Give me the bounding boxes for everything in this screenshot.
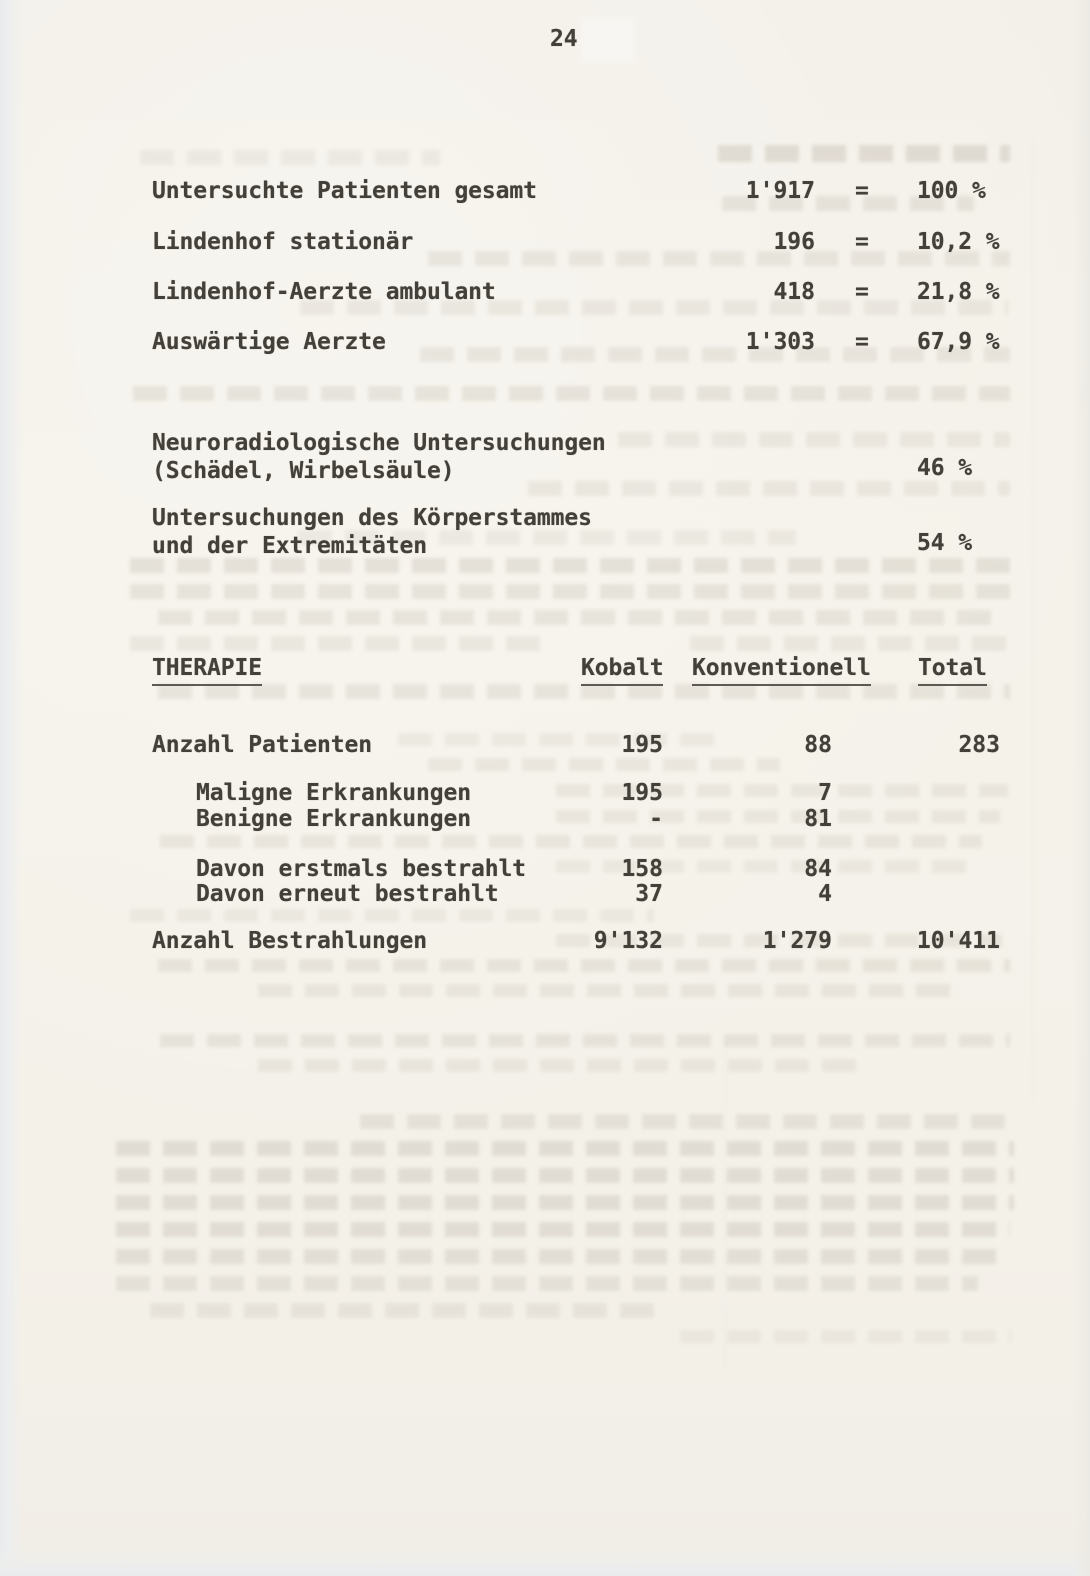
equals-sign: = xyxy=(855,279,869,305)
paper-crease xyxy=(724,1040,726,1370)
therapy-kobalt-value: - xyxy=(649,806,663,832)
scanner-edge-bottom xyxy=(0,1550,1090,1576)
summary-label: Lindenhof stationär xyxy=(152,229,414,255)
equals-sign: = xyxy=(855,178,869,204)
bleed-through-line xyxy=(428,758,780,771)
summary-label: Lindenhof-Aerzte ambulant xyxy=(152,279,496,305)
therapy-title: THERAPIE xyxy=(152,655,262,681)
bleed-through-line xyxy=(130,636,550,651)
bleed-through-line xyxy=(130,558,1010,573)
therapy-row-label: Anzahl Bestrahlungen xyxy=(152,928,427,954)
summary-percent: 67,9 % xyxy=(917,329,1000,355)
therapy-row-label: Benigne Erkrankungen xyxy=(196,806,471,832)
summary-label: Untersuchte Patienten gesamt xyxy=(152,178,537,204)
paper-crease xyxy=(1032,140,1034,1100)
bleed-through-line xyxy=(158,684,1010,699)
therapy-kobalt-value: 195 xyxy=(621,780,663,806)
therapy-kobalt-value: 9'132 xyxy=(593,928,663,954)
column-header-total: Total xyxy=(918,655,987,681)
bleed-through-line xyxy=(130,909,654,922)
scanner-edge-left xyxy=(0,0,22,1576)
bleed-through-line xyxy=(116,1276,978,1291)
summary-value: 1'917 xyxy=(745,178,815,204)
bleed-through-line xyxy=(528,481,1010,496)
bleed-through-line xyxy=(133,386,1010,401)
exam-percent: 46 % xyxy=(917,455,972,481)
summary-value: 196 xyxy=(773,229,815,255)
bleed-through-line xyxy=(158,610,1003,625)
therapy-konventionell-value: 81 xyxy=(804,806,832,832)
bleed-through-line xyxy=(360,1114,1010,1129)
summary-percent: 21,8 % xyxy=(917,279,1000,305)
bleed-through-line xyxy=(130,584,1010,599)
bleed-through-line xyxy=(258,1059,864,1072)
bleed-through-line xyxy=(618,432,1010,447)
therapy-row-label: Davon erstmals bestrahlt xyxy=(196,856,526,882)
bleed-through-line xyxy=(140,150,440,165)
bleed-through-line xyxy=(150,1303,654,1318)
therapy-kobalt-value: 158 xyxy=(621,856,663,882)
bleed-through-line xyxy=(258,984,960,997)
exam-label-line1: Neuroradiologische Untersuchungen xyxy=(152,430,606,456)
correction-patch xyxy=(582,18,634,62)
exam-label-line1: Untersuchungen des Körperstammes xyxy=(152,505,592,531)
therapy-kobalt-value: 195 xyxy=(621,732,663,758)
equals-sign: = xyxy=(855,229,869,255)
therapy-total-value: 10'411 xyxy=(916,928,1000,954)
exam-percent: 54 % xyxy=(917,530,972,556)
bleed-through-line xyxy=(718,145,1010,162)
therapy-konventionell-value: 7 xyxy=(818,780,832,806)
therapy-konventionell-value: 4 xyxy=(818,881,832,907)
therapy-konventionell-value: 88 xyxy=(804,732,832,758)
exam-label-line2: und der Extremitäten xyxy=(152,533,427,559)
bleed-through-line xyxy=(116,1195,1014,1210)
bleed-through-line xyxy=(116,1168,1014,1183)
bleed-through-line xyxy=(158,959,1010,972)
summary-value: 1'303 xyxy=(745,329,815,355)
bleed-through-line xyxy=(116,1249,1004,1264)
column-header-konventionell: Konventionell xyxy=(692,655,871,681)
equals-sign: = xyxy=(855,329,869,355)
therapy-konventionell-value: 84 xyxy=(804,856,832,882)
summary-percent: 10,2 % xyxy=(917,229,1000,255)
bleed-through-line xyxy=(116,1141,1014,1156)
summary-percent: 100 % xyxy=(917,178,986,204)
page-number: 24 xyxy=(550,26,578,52)
therapy-row-label: Maligne Erkrankungen xyxy=(196,780,471,806)
scanner-edge-right xyxy=(1072,0,1090,1576)
bleed-through-line xyxy=(160,1034,1010,1047)
bleed-through-line xyxy=(116,1222,1010,1237)
bleed-through-line xyxy=(680,1330,1012,1343)
therapy-row-label: Anzahl Patienten xyxy=(152,732,372,758)
therapy-row-label: Davon erneut bestrahlt xyxy=(196,881,499,907)
therapy-kobalt-value: 37 xyxy=(635,881,663,907)
summary-label: Auswärtige Aerzte xyxy=(152,329,386,355)
summary-value: 418 xyxy=(773,279,815,305)
bleed-through-line xyxy=(160,835,982,848)
exam-label-line2: (Schädel, Wirbelsäule) xyxy=(152,458,455,484)
therapy-total-value: 283 xyxy=(958,732,1000,758)
column-header-kobalt: Kobalt xyxy=(581,655,663,681)
therapy-konventionell-value: 1'279 xyxy=(762,928,832,954)
bleed-through-line xyxy=(690,636,1010,651)
